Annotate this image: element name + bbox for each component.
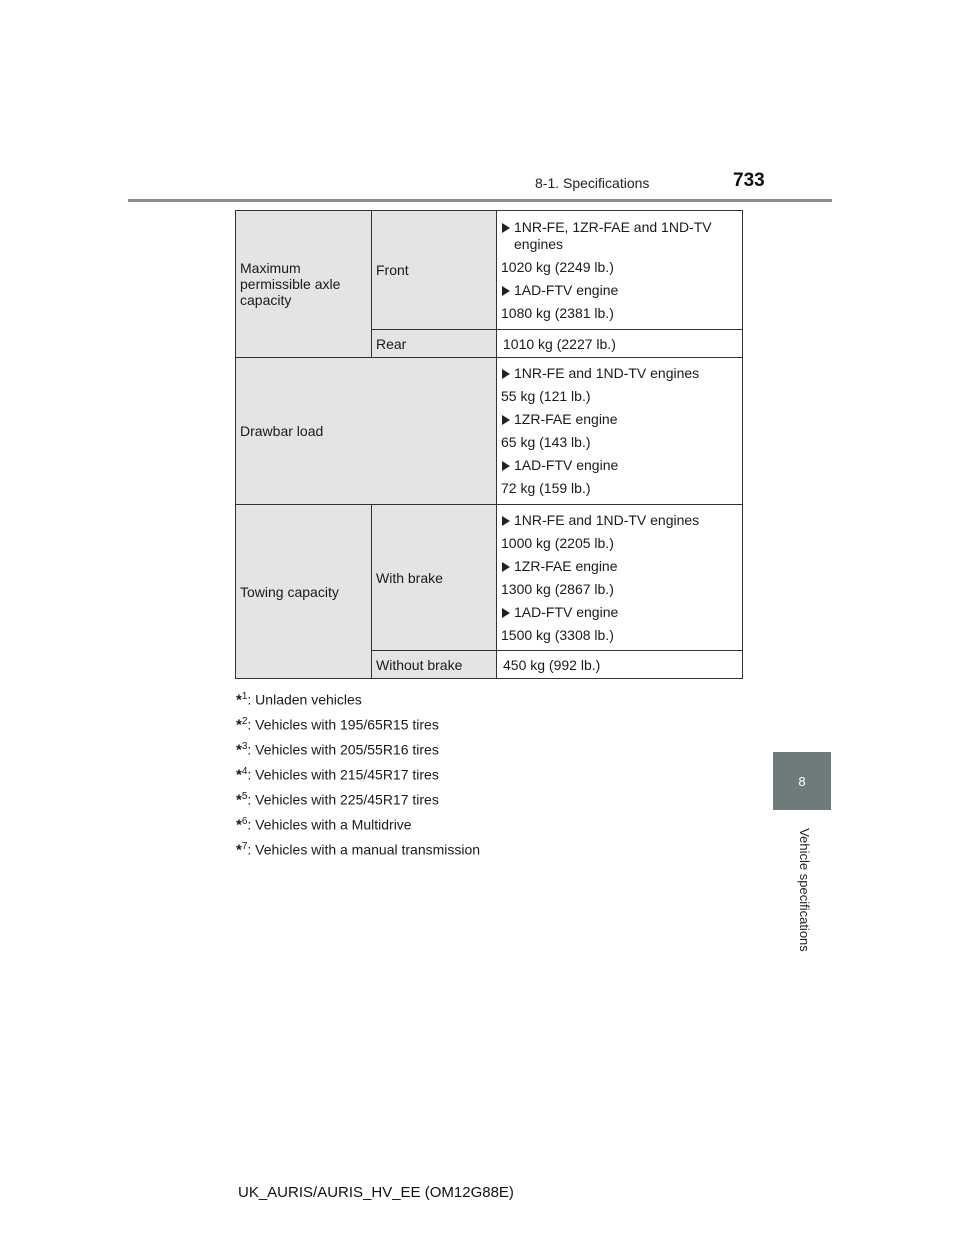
table-row xyxy=(236,211,743,330)
footnote-asterisk: * xyxy=(236,766,242,784)
rear-value: 1010 kg (2227 lb.) xyxy=(497,330,743,358)
footnote-number: 3 xyxy=(241,741,248,752)
with-brake-values xyxy=(497,505,743,651)
front-label: Front xyxy=(372,211,497,330)
axle-capacity-label: Maximum permissible axle capacity xyxy=(236,211,372,358)
without-brake-label: Without brake xyxy=(372,651,497,679)
footnote xyxy=(236,759,480,784)
drawbar-values xyxy=(497,358,743,505)
with-brake-label: With brake xyxy=(372,505,497,651)
footnote-text: : Vehicles with 195/65R15 tires xyxy=(247,716,439,733)
spec-value: 72 kg (159 lb.) xyxy=(501,480,591,496)
footnote xyxy=(236,709,480,734)
footnote-number: 4 xyxy=(241,766,248,777)
page-number: 733 xyxy=(733,170,765,191)
spec-value: 1000 kg (2205 lb.) xyxy=(501,534,614,551)
engine-variant-heading: 1AD-FTV engine xyxy=(501,282,738,299)
footnote-asterisk: * xyxy=(236,816,242,834)
footnote-asterisk: * xyxy=(236,841,242,859)
engine-variant-heading: 1AD-FTV engine xyxy=(501,604,738,621)
without-brake-value: 450 kg (992 lb.) xyxy=(497,651,743,679)
footnote-asterisk: * xyxy=(236,691,242,709)
footnote xyxy=(236,734,480,759)
footnote-text: : Vehicles with a Multidrive xyxy=(247,816,412,833)
engine-variant-heading: 1ZR-FAE engine xyxy=(501,558,738,575)
chapter-number: 8 xyxy=(798,773,806,789)
footnote-text: : Vehicles with 205/55R16 tires xyxy=(247,741,439,758)
engine-variant-heading: 1NR-FE and 1ND-TV engines xyxy=(501,512,738,529)
towing-capacity-label: Towing capacity xyxy=(236,505,372,679)
footnote-number: 7 xyxy=(241,841,248,852)
header-divider xyxy=(128,199,832,202)
spec-value: 1300 kg (2867 lb.) xyxy=(501,580,614,597)
footnote-text: : Unladen vehicles xyxy=(247,691,362,708)
chapter-tab[interactable] xyxy=(773,752,831,810)
drawbar-load-label: Drawbar load xyxy=(236,358,497,505)
engine-variant-heading: 1NR-FE and 1ND-TV engines xyxy=(501,365,738,382)
footnote-asterisk: * xyxy=(236,716,242,734)
specifications-table xyxy=(235,210,743,679)
footnote-asterisk: * xyxy=(236,791,242,809)
footnote-number: 2 xyxy=(241,716,248,727)
footnote xyxy=(236,834,480,859)
footnote-asterisk: * xyxy=(236,741,242,759)
footnote xyxy=(236,684,480,709)
document-footer: UK_AURIS/AURIS_HV_EE (OM12G88E) xyxy=(238,1184,514,1201)
spec-value: 55 kg (121 lb.) xyxy=(501,388,591,404)
spec-value: 65 kg (143 lb.) xyxy=(501,434,591,450)
footnote-text: : Vehicles with 215/45R17 tires xyxy=(247,766,439,783)
footnote-number: 5 xyxy=(241,791,248,802)
table-row xyxy=(236,505,743,651)
footnotes xyxy=(236,684,480,859)
footnote-number: 6 xyxy=(241,816,248,827)
engine-variant-heading: 1AD-FTV engine xyxy=(501,457,738,474)
footnote xyxy=(236,809,480,834)
section-title: 8-1. Specifications xyxy=(535,175,650,191)
footnote-number: 1 xyxy=(241,691,248,702)
footnote-text: : Vehicles with a manual transmission xyxy=(247,841,481,858)
footnote xyxy=(236,784,480,809)
engine-variant-heading: 1NR-FE, 1ZR-FAE and 1ND-TV engines xyxy=(501,219,738,253)
chapter-label: Vehicle specifications xyxy=(797,828,812,952)
engine-variant-heading: 1ZR-FAE engine xyxy=(501,411,738,428)
spec-value: 1500 kg (3308 lb.) xyxy=(501,626,614,643)
table-row xyxy=(236,358,743,505)
spec-value: 1080 kg (2381 lb.) xyxy=(501,304,614,321)
front-values xyxy=(497,211,743,330)
rear-label: Rear xyxy=(372,330,497,358)
footnote-text: : Vehicles with 225/45R17 tires xyxy=(247,791,439,808)
spec-value: 1020 kg (2249 lb.) xyxy=(501,258,614,275)
